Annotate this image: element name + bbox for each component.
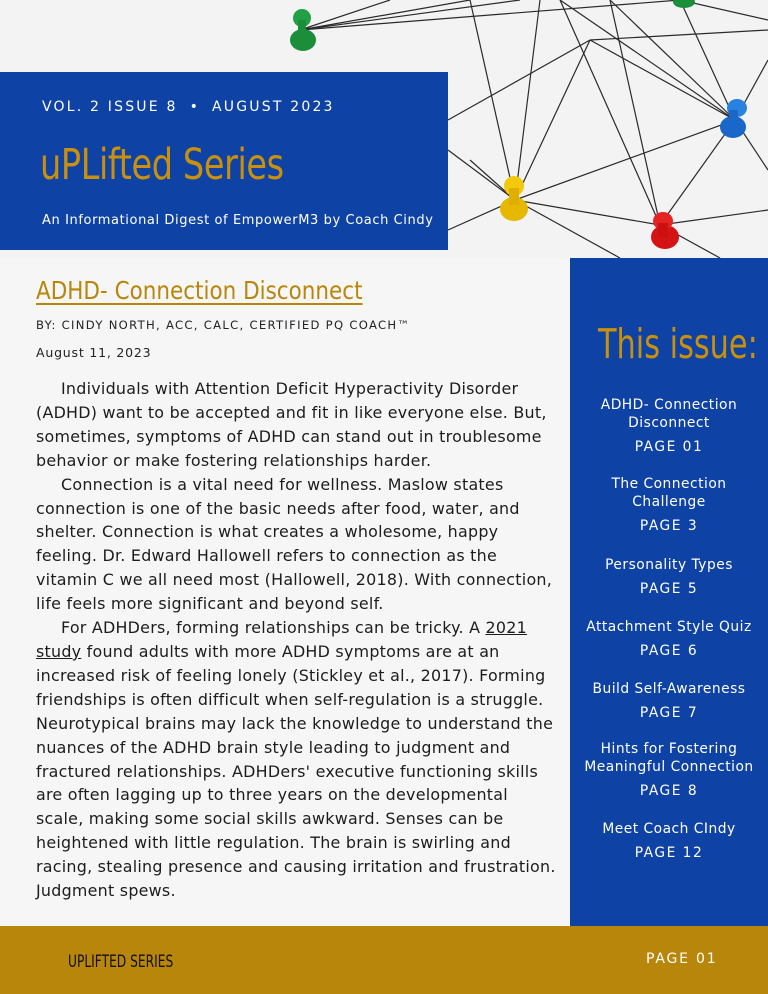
footer-page-number: PAGE 01: [646, 951, 718, 967]
masthead: [0, 72, 448, 250]
toc-item-title: Meet Coach CIndy: [602, 821, 736, 837]
toc-item-attachment-quiz[interactable]: [570, 618, 768, 660]
toc-item-meet-coach[interactable]: [570, 820, 768, 862]
toc-item-page: PAGE 7: [639, 705, 699, 721]
toc-item-page: PAGE 6: [639, 643, 699, 659]
article-paragraph-1: Individuals with Attention Deficit Hyperactivity Disorder (ADHD) want to be accepted and fit in like everyone else. But, sometimes, symptoms of ADHD can stand out in troublesome behavior or make fostering relationships harder.: [36, 379, 547, 470]
toc-item-personality-types[interactable]: [570, 556, 768, 598]
article-date: August 11, 2023: [36, 345, 152, 360]
month-label: AUGUST 2023: [212, 99, 335, 115]
study-link[interactable]: 2021 study: [36, 618, 527, 661]
issue-line: [42, 99, 335, 115]
toc-item-page: PAGE 8: [639, 783, 699, 799]
article-paragraph-3: [36, 616, 560, 903]
article-title: ADHD- Connection Disconnect: [36, 276, 363, 305]
article-byline: BY: CINDY NORTH, ACC, CALC, CERTIFIED PQ COACH™: [36, 318, 411, 332]
toc-item-adhd[interactable]: [570, 396, 768, 456]
toc-item-title: Hints for Fostering Meaningful Connection: [584, 741, 754, 775]
toc-item-title: ADHD- Connection Disconnect: [600, 397, 738, 431]
toc-item-connection-challenge[interactable]: [570, 475, 768, 535]
toc-item-self-awareness[interactable]: [570, 680, 768, 722]
toc-item-hints[interactable]: [570, 740, 768, 800]
toc-item-title: The Connection Challenge: [611, 476, 727, 510]
footer-series-name: UPLIFTED SERIES: [68, 952, 174, 972]
series-subtitle: An Informational Digest of EmpowerM3 by Coach Cindy: [42, 213, 434, 228]
toc-item-page: PAGE 3: [639, 518, 699, 534]
toc-item-title: Personality Types: [605, 557, 733, 573]
toc-item-title: Attachment Style Quiz: [586, 619, 752, 635]
toc-item-title: Build Self-Awareness: [592, 681, 746, 697]
toc-item-page: PAGE 12: [634, 845, 704, 861]
sidebar: [570, 258, 768, 926]
paragraph-3-end: found adults with more ADHD symptoms are at an increased risk of feeling lonely (Stickley et al., 2017). Forming friendships is often difficult when self-regulation is a struggle. Neurotypical brains may lack the knowledge to understand the nuances of the ADHD brain style leading to judgment and fractured relationships. ADHDers' executive functioning skills are often lagging up to three years on the developmental scale, making some social skills awkward. Senses can be heightened with little regulation. The brain is swirling and racing, stealing presence and causing irritation and frustration. Judgment spews.: [36, 641, 556, 901]
article-paragraph-2: Connection is a vital need for wellness. Maslow states connection is one of the basic needs after food, water, and shelter. Connection is what creates a wholesome, happy feeling. Dr. Edward Hallowell refers to connection as the vitamin C we all need most (Hallowell, 2018). With connection, life feels more significant and beyond self.: [36, 474, 553, 614]
article-body: [36, 377, 560, 903]
footer: [0, 926, 768, 994]
issue-separator: •: [189, 99, 201, 115]
volume-label: VOL. 2 ISSUE 8: [42, 99, 178, 115]
series-title: uPLifted Series: [40, 140, 284, 190]
sidebar-heading: This issue:: [598, 320, 758, 368]
toc-item-page: PAGE 01: [634, 439, 704, 455]
toc-item-page: PAGE 5: [639, 581, 699, 597]
paragraph-3-start: For ADHDers, forming relationships can be tricky. A: [61, 618, 486, 638]
